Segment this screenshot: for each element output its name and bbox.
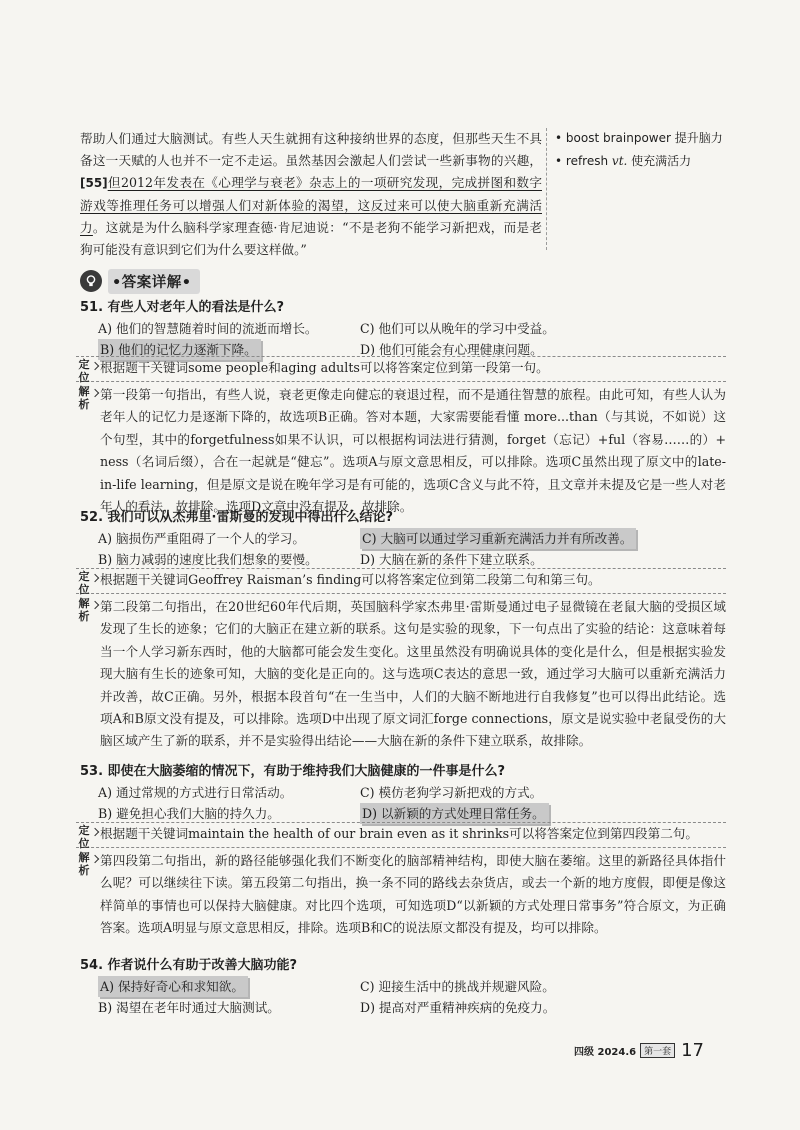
locate-tag: 定 位 (78, 358, 90, 384)
question-marker-55: [55] (80, 176, 108, 191)
analysis-text: 第一段第一句指出，有些人说，衰老更像走向健忘的衰退过程，而不是通往智慧的旅程。由此可知，有些人认为老年人的记忆力是逐渐下降的，故选项B正确。答对本题，大家需要能看懂 more...than（与其说，不如说）这个句型，其中的forgetfulness如果不认识，可以根据构词法进行猜测，forget（忘记）+ful（容易……的）+ ness（名词后缀），合在一起就是“健忘”。选项A与原文意思相反，可以排除。选项C虽然出现了原文中的late-in-life learning，但是原文是说在晚年学习是有可能的，选项C含义与此不符，且文章并未提及它是一些人对老年人的看法，故排除。选项D文章中没有提及，故排除。 (92, 384, 726, 518)
vocab-word: refresh (565, 154, 609, 168)
question-52 (80, 508, 700, 570)
vocab-meaning: 提升脑力 (674, 131, 723, 145)
question-title: 51. 有些人对老年人的看法是什么? (80, 300, 285, 315)
option-c-correct: C) 大脑可以通过学习重新充满活力并有所改善。 (360, 528, 690, 549)
question-53 (80, 762, 700, 824)
vocab-meaning: 使充满活力 (631, 154, 692, 168)
option-b: B) 渴望在老年时通过大脑测试。 (98, 1000, 280, 1015)
vocab-item: • boost brainpower 提升脑力 (555, 131, 723, 145)
set-badge: 第一套 (640, 1043, 675, 1058)
passage-sentence-3: 。这就是为什么脑科学家理查德·肯尼迪说：“不是老狗不能学习新把戏，而是老狗可能没有意识到它们为什么要这样做。” (80, 219, 543, 258)
locate-tag: 定 位 (78, 570, 90, 596)
vocab-sidebar (546, 128, 735, 250)
option-c: C) 模仿老狗学习新把戏的方式。 (360, 785, 543, 800)
analysis-tag: 解 析 (78, 385, 90, 411)
option-c: C) 迎接生活中的挑战并规避风险。 (360, 979, 555, 994)
option-c: C) 他们可以从晚年的学习中受益。 (360, 321, 555, 336)
vocab-item: • refresh vt. 使充满活力 (555, 154, 692, 168)
locate-53 (76, 822, 726, 848)
vocab-word: boost brainpower (565, 131, 671, 145)
analysis-53 (76, 850, 726, 940)
question-title: 53. 即使在大脑萎缩的情况下，有助于维持我们大脑健康的一件事是什么? (80, 764, 506, 779)
page-number: 17 (681, 1040, 704, 1061)
option-a: A) 脑损伤严重阻碍了一个人的学习。 (98, 531, 305, 546)
options (80, 782, 700, 824)
analysis-text: 第四段第二句指出，新的路径能够强化我们不断变化的脑部精神结构，即使大脑在萎缩。这里的新路径具体指什么呢？可以继续往下读。第五段第二句指出，换一条不同的路线去杂货店，或去一个新的地方度假，即便是像这样简单的事情也可以保持大脑健康。对比四个选项，可知选项D“以新颖的方式处理日常事务”符合原文，为正确答案。选项A明显与原文意思相反，排除。选项B和C的说法原文都没有提及，均可以排除。 (92, 850, 726, 940)
answer-section-header (80, 268, 200, 294)
question-title: 52. 我们可以从杰弗里·雷斯曼的发现中得出什么结论? (80, 510, 394, 525)
locate-text: 根据题干关键词Geoffrey Raisman’s finding可以将答案定位到第二段第二句和第三句。 (92, 569, 726, 593)
analysis-tag: 解 析 (78, 597, 90, 623)
question-51 (80, 298, 700, 360)
analysis-52 (76, 596, 726, 753)
question-54 (80, 956, 700, 1018)
question-title: 54. 作者说什么有助于改善大脑功能? (80, 958, 298, 973)
analysis-text: 第二段第二句指出，在20世纪60年代后期，英国脑科学家杰弗里·雷斯曼通过电子显微镜在老鼠大脑的受损区域发现了生长的迹象；它们的大脑正在建立新的联系。这句是实验的现象，下一句点出了实验的结论：这意味着每当一个人学习新东西时，他的大脑都可能会发生变化。这里虽然没有明确说具体的变化是什么，但是根据实验发现大脑有生长的迹象可知，大脑的变化是正向的。这与选项C表达的意思一致，通过学习大脑可以重新充满活力并改善，故C正确。另外，根据本段首句“在一生当中，人们的大脑不断地进行自我修复”也可以得出此结论。选项A和B原文没有提及，可以排除。选项D中出现了原文词汇forge connections，原文是说实验中老鼠受伤的大脑区域产生了新的联系，并不是实验得出结论——大脑在新的条件下建立联系，故排除。 (92, 596, 726, 753)
page-footer (574, 1040, 704, 1061)
analysis-51 (76, 384, 726, 518)
option-a: A) 他们的智慧随着时间的流逝而增长。 (98, 321, 318, 336)
option-a: A) 通过常规的方式进行日常活动。 (98, 785, 293, 800)
options (80, 528, 700, 570)
analysis-tag: 解 析 (78, 851, 90, 877)
option-d: D) 他们可能会有心理健康问题。 (360, 342, 543, 357)
option-d: D) 大脑在新的条件下建立联系。 (360, 552, 543, 567)
locate-51 (76, 356, 726, 382)
lightbulb-icon (80, 270, 102, 292)
section-title: •答案详解• (108, 269, 200, 294)
passage-excerpt (80, 128, 542, 261)
locate-text: 根据题干关键词some people和aging adults可以将答案定位到第一段第一句。 (92, 357, 726, 381)
options (80, 976, 700, 1018)
locate-52 (76, 568, 726, 594)
passage-sentence-1: 帮助人们通过大脑测试。有些人天生就拥有这种接纳世界的态度，但那些天生不具备这一天赋的人也并不一定不走运。虽然基因会激起人们尝试一些新事物的兴趣， (80, 131, 542, 169)
options (80, 318, 700, 360)
option-b-correct: B) 他们的记忆力逐渐下降。 (98, 339, 360, 360)
option-d: D) 提高对严重精神疾病的免疫力。 (360, 1000, 556, 1015)
locate-text: 根据题干关键词maintain the health of our brain even as it shrinks可以将答案定位到第四段第二句。 (92, 823, 726, 847)
vocab-pos: vt. (611, 154, 628, 168)
passage-underlined-sentence: 但2012年发表在《心理学与衰老》杂志上的一项研究发现，完成拼图和数字游戏等推理任务可以增强人们对新体验的渴望，这反过来可以使大脑重新充满活力 (80, 175, 542, 235)
issue-label: 四级 2024.6 (574, 1047, 637, 1058)
option-b: B) 脑力减弱的速度比我们想象的要慢。 (98, 552, 318, 567)
option-b: B) 避免担心我们大脑的持久力。 (98, 806, 280, 821)
option-a-correct: A) 保持好奇心和求知欲。 (98, 976, 360, 997)
option-d-correct: D) 以新颖的方式处理日常任务。 (360, 803, 690, 824)
locate-tag: 定 位 (78, 824, 90, 850)
